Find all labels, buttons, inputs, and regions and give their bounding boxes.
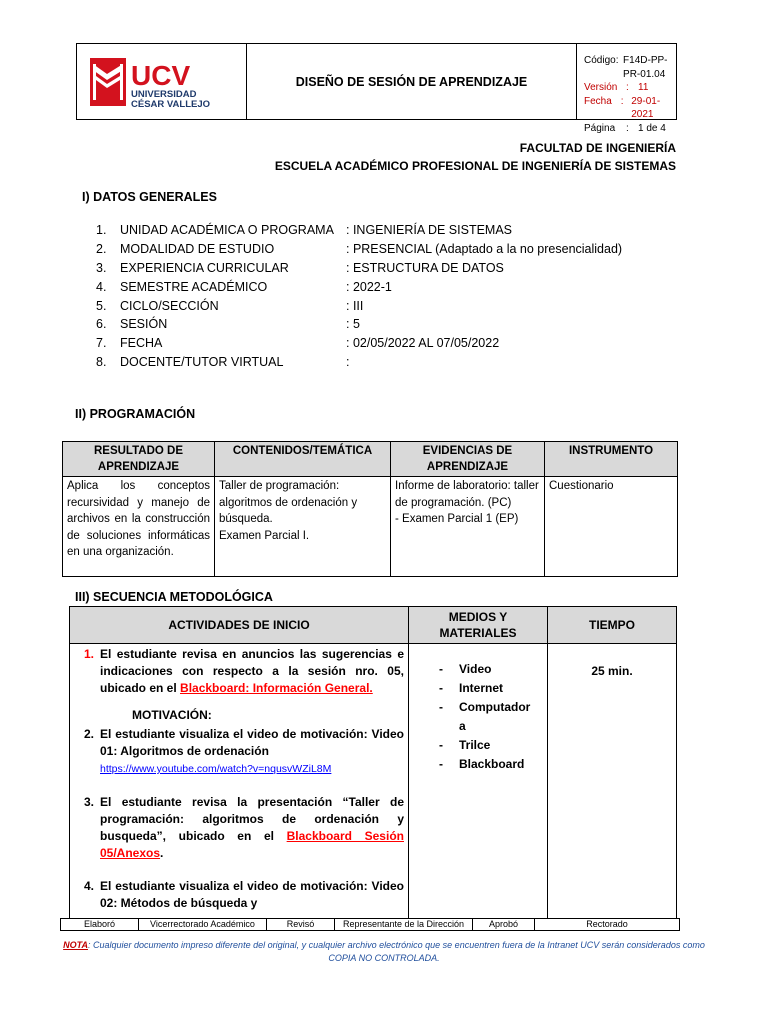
- version-label: Versión: [584, 82, 618, 93]
- col-header: RESULTADO DE APRENDIZAJE: [63, 442, 215, 477]
- tiempo-cell: 25 min.: [548, 644, 677, 919]
- blackboard-info-link[interactable]: Blackboard: Información General.: [180, 681, 373, 695]
- secuencia-table: [69, 606, 677, 919]
- col-header: EVIDENCIAS DE APRENDIZAJE: [391, 442, 545, 477]
- table-row: [63, 477, 678, 577]
- activity-item: 1. El estudiante revisa en anuncios las sugerencias e indicaciones con respecto a la sesión nro. 05, ubicado en el Blackboard: Información General.: [83, 647, 404, 695]
- signature-cell: Vicerrectorado Académico: [139, 919, 267, 931]
- list-item: 3. EXPERIENCIA CURRICULAR : ESTRUCTURA DE DATOS: [96, 260, 504, 275]
- pagina-value: 1 de 4: [638, 122, 666, 134]
- list-item: - Trilce: [439, 738, 491, 752]
- activity-item: 2. El estudiante visualiza el video de motivación: Video 01: Algoritmos de ordenación https://www.youtube.com/watch?v=nqusvWZiL8M: [83, 727, 404, 775]
- facultad-heading: FACULTAD DE INGENIERÍA: [519, 141, 676, 155]
- actividades-cell: [70, 644, 409, 919]
- activity-item: 3. El estudiante revisa la presentación “Taller de programación: algoritmos de ordenación y busqueda”, ubicado en el Blackboard Sesión 05/Anexos.: [83, 795, 404, 860]
- col-header: INSTRUMENTO: [545, 442, 678, 477]
- footer-note: [60, 939, 708, 965]
- ucv-logo: [77, 44, 247, 119]
- list-item: 7. FECHA : 02/05/2022 AL 07/05/2022: [96, 336, 500, 351]
- signature-cell: Aprobó: [473, 919, 535, 931]
- pagina-label: Página: [584, 122, 616, 134]
- datos-generales-list: [96, 221, 622, 371]
- resultado-cell: Aplica los conceptos recursividad y manejo de archivos en la construcción de soluciones informáticas en una organización.: [63, 477, 215, 577]
- table-row: [61, 919, 680, 931]
- nota-label: NOTA: [63, 940, 88, 950]
- media-list: [413, 646, 543, 774]
- logo-sub1: UNIVERSIDAD: [130, 88, 196, 100]
- faculty-headings: [275, 139, 676, 175]
- list-item: 1. UNIDAD ACADÉMICA O PROGRAMA : INGENIERÍA DE SISTEMAS: [96, 223, 513, 238]
- escuela-heading: ESCUELA ACADÉMICO PROFESIONAL DE INGENIERÍA DE SISTEMAS: [274, 159, 676, 173]
- document-title: DISEÑO DE SESIÓN DE APRENDIZAJE: [247, 44, 577, 119]
- instrumento-cell: Cuestionario: [545, 477, 678, 577]
- evidencias-cell: Informe de laboratorio: taller de programación. (PC) - Examen Parcial 1 (EP): [391, 477, 545, 577]
- activity-item: 4. El estudiante visualiza el video de motivación: Video 02: Métodos de búsqueda y: [83, 879, 404, 910]
- list-item: 8. DOCENTE/TUTOR VIRTUAL :: [96, 354, 350, 369]
- document-header: [76, 43, 677, 134]
- list-item: 5. CICLO/SECCIÓN : III: [96, 298, 364, 313]
- col-header: TIEMPO: [548, 607, 677, 644]
- programacion-table: [62, 441, 678, 577]
- contenidos-cell: Taller de programación: algoritmos de ordenación y búsqueda. Examen Parcial I.: [215, 477, 391, 577]
- signature-table: [60, 918, 680, 931]
- signature-cell: Revisó: [267, 919, 335, 931]
- list-item: - Computador a: [439, 700, 531, 733]
- list-item: - Internet: [439, 681, 504, 695]
- list-item: 6. SESIÓN : 5: [96, 317, 360, 332]
- youtube-link[interactable]: https://www.youtube.com/watch?v=nqusvWZiL8M: [100, 763, 332, 775]
- datos-generales-title: I) DATOS GENERALES: [82, 190, 217, 204]
- list-item: - Blackboard: [439, 757, 525, 771]
- codigo-value: F14D-PP-PR-01.04: [623, 55, 668, 80]
- signature-cell: Elaboró: [61, 919, 139, 931]
- blackboard-anexos-link[interactable]: Blackboard Sesión 05/Anexos: [100, 829, 404, 860]
- list-item: 4. SEMESTRE ACADÉMICO : 2022-1: [96, 279, 392, 294]
- version-value: 11: [638, 82, 649, 93]
- fecha-label: Fecha: [584, 95, 612, 107]
- col-header: ACTIVIDADES DE INICIO: [70, 607, 409, 644]
- logo-sub2: CÉSAR VALLEJO: [130, 98, 210, 110]
- secuencia-title: III) SECUENCIA METODOLÓGICA: [75, 590, 273, 604]
- col-header: MEDIOS Y MATERIALES: [409, 607, 548, 644]
- col-header: CONTENIDOS/TEMÁTICA: [215, 442, 391, 477]
- logo-text: UCV: [130, 59, 190, 91]
- list-item: - Video: [439, 662, 492, 676]
- list-item: 2. MODALIDAD DE ESTUDIO : PRESENCIAL (Adaptado a la no presencialidad): [96, 242, 623, 257]
- signature-cell: Representante de la Dirección: [335, 919, 473, 931]
- table-header-row: [70, 607, 677, 644]
- nota-text: : Cualquier documento impreso diferente del original, y cualquier archivo electrónico que se encuentren fuera de la Intranet UCV serán considerados como COPIA NO CONTROLADA.: [87, 940, 705, 963]
- motivacion-heading: MOTIVACIÓN:: [132, 708, 212, 722]
- document-meta: Código : F14D-PP-PR-01.04 Versión : 11 Fecha : 29-01-2021 Página : 1 de 4: [577, 44, 676, 119]
- codigo-label: Código: [584, 55, 616, 66]
- medios-cell: [409, 644, 548, 919]
- programacion-title: II) PROGRAMACIÓN: [75, 407, 196, 421]
- ucv-logo-graphic: [87, 50, 237, 114]
- table-row: [70, 644, 677, 919]
- fecha-value: 29-01-2021: [631, 95, 661, 120]
- signature-cell: Rectorado: [535, 919, 680, 931]
- table-header-row: [63, 442, 678, 477]
